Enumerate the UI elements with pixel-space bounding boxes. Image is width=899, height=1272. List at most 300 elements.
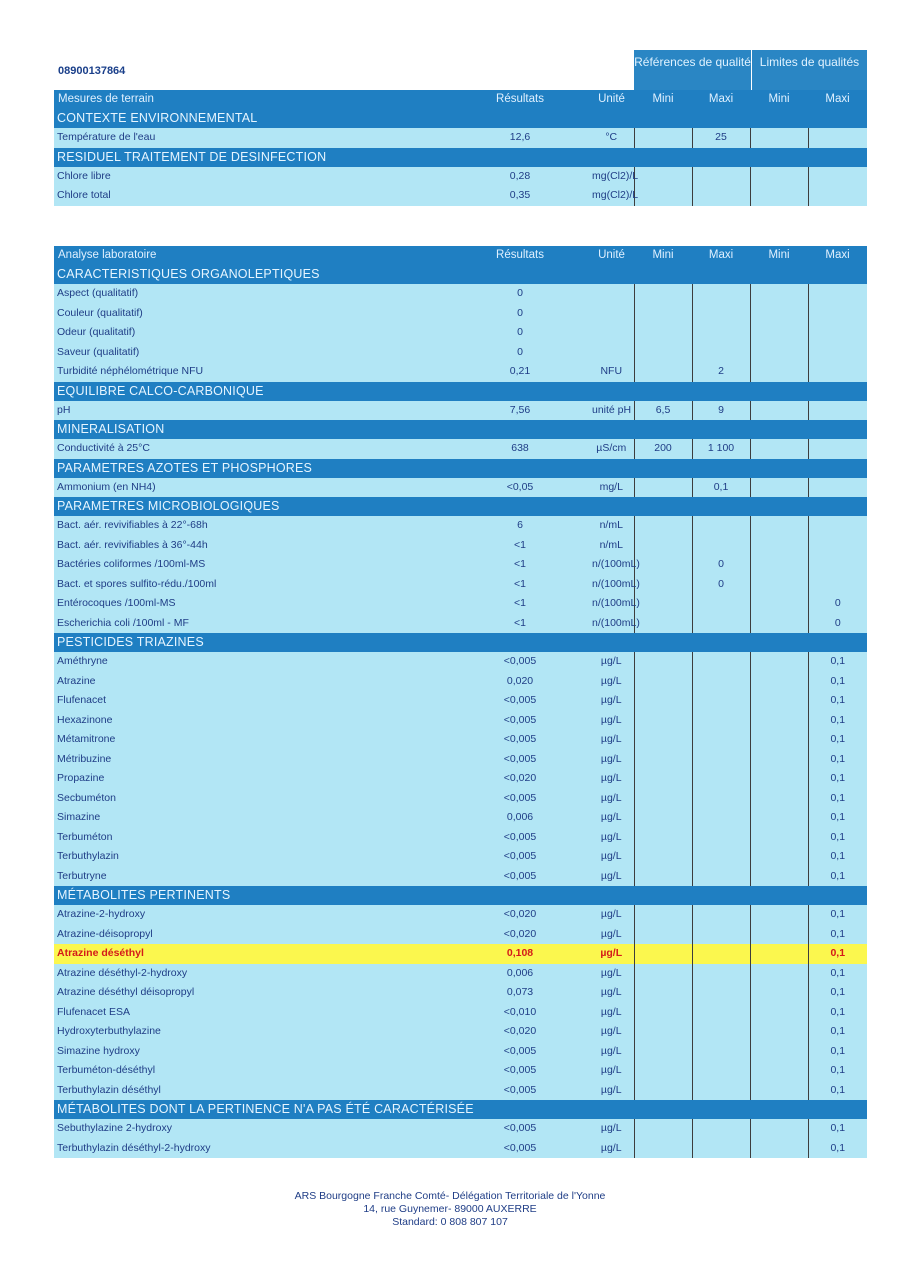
column-header-lim-mini: Mini bbox=[750, 246, 808, 265]
table-row bbox=[54, 323, 867, 343]
ref-min-value bbox=[634, 575, 692, 595]
section-header-row bbox=[54, 382, 867, 401]
result-value: <0,005 bbox=[451, 867, 589, 887]
ref-min-value bbox=[634, 186, 692, 206]
ref-max-value: 25 bbox=[692, 128, 750, 148]
table-row bbox=[54, 304, 867, 324]
parameter-name: Améthryne bbox=[54, 652, 451, 672]
ref-max-value bbox=[692, 691, 750, 711]
lim-min-value bbox=[750, 652, 808, 672]
parameter-name: Terbuméton-déséthyl bbox=[54, 1061, 451, 1081]
unit-value: µg/L bbox=[589, 711, 634, 731]
lim-min-value bbox=[750, 808, 808, 828]
ref-max-value bbox=[692, 789, 750, 809]
unit-value: µg/L bbox=[589, 867, 634, 887]
lim-min-value bbox=[750, 186, 808, 206]
ref-min-value bbox=[634, 944, 692, 964]
parameter-name: Atrazine bbox=[54, 672, 451, 692]
table-row bbox=[54, 128, 867, 148]
result-value: 0,006 bbox=[451, 964, 589, 984]
parameter-name: Température de l'eau bbox=[54, 128, 451, 148]
parameter-name: Terbuthylazin déséthyl bbox=[54, 1081, 451, 1101]
parameter-name: Hydroxyterbuthylazine bbox=[54, 1022, 451, 1042]
result-value: 0,21 bbox=[451, 362, 589, 382]
unit-value: n/(100mL) bbox=[589, 575, 634, 595]
ref-max-value bbox=[692, 828, 750, 848]
ref-min-value bbox=[634, 614, 692, 634]
unit-value: µg/L bbox=[589, 691, 634, 711]
lim-max-value: 0,1 bbox=[808, 750, 867, 770]
unit-value: n/mL bbox=[589, 536, 634, 556]
ref-min-value bbox=[634, 750, 692, 770]
unit-value: µg/L bbox=[589, 1042, 634, 1062]
table-row bbox=[54, 1042, 867, 1062]
result-value: <0,020 bbox=[451, 925, 589, 945]
lim-max-value bbox=[808, 128, 867, 148]
ref-max-value bbox=[692, 614, 750, 634]
parameter-name: Bact. aér. revivifiables à 22°-68h bbox=[54, 516, 451, 536]
lim-max-value: 0,1 bbox=[808, 944, 867, 964]
lim-max-value: 0 bbox=[808, 614, 867, 634]
lim-min-value bbox=[750, 691, 808, 711]
parameter-name: Atrazine déséthyl-2-hydroxy bbox=[54, 964, 451, 984]
lim-max-value bbox=[808, 439, 867, 459]
section-title: MINERALISATION bbox=[54, 420, 867, 439]
parameter-name: Simazine bbox=[54, 808, 451, 828]
lim-min-value bbox=[750, 1119, 808, 1139]
section-header-row bbox=[54, 886, 867, 905]
lim-max-value bbox=[808, 362, 867, 382]
parameter-name: Simazine hydroxy bbox=[54, 1042, 451, 1062]
parameter-name: Secbuméton bbox=[54, 789, 451, 809]
section-header-row bbox=[54, 265, 867, 284]
result-value: <0,020 bbox=[451, 1022, 589, 1042]
lim-min-value bbox=[750, 789, 808, 809]
result-value: 0 bbox=[451, 343, 589, 363]
ref-min-value bbox=[634, 362, 692, 382]
ref-max-value bbox=[692, 516, 750, 536]
table-row bbox=[54, 186, 867, 206]
lim-max-value: 0,1 bbox=[808, 847, 867, 867]
table-row bbox=[54, 983, 867, 1003]
parameter-name: Odeur (qualitatif) bbox=[54, 323, 451, 343]
section-header-row bbox=[54, 459, 867, 478]
result-value: <0,005 bbox=[451, 1061, 589, 1081]
unit-value: µg/L bbox=[589, 1081, 634, 1101]
result-value: <0,05 bbox=[451, 478, 589, 498]
result-value: 12,6 bbox=[451, 128, 589, 148]
unit-value: µg/L bbox=[589, 1119, 634, 1139]
result-value: <0,005 bbox=[451, 847, 589, 867]
unit-value: µg/L bbox=[589, 808, 634, 828]
lim-min-value bbox=[750, 1139, 808, 1159]
lim-min-value bbox=[750, 964, 808, 984]
unit-value: NFU bbox=[589, 362, 634, 382]
parameter-name: Bact. aér. revivifiables à 36°-44h bbox=[54, 536, 451, 556]
lim-min-value bbox=[750, 847, 808, 867]
lim-max-value: 0,1 bbox=[808, 964, 867, 984]
ref-max-value: 2 bbox=[692, 362, 750, 382]
ref-min-value bbox=[634, 1139, 692, 1159]
parameter-name: Terbuthylazin déséthyl-2-hydroxy bbox=[54, 1139, 451, 1159]
table-row bbox=[54, 867, 867, 887]
ref-max-value bbox=[692, 964, 750, 984]
lim-min-value bbox=[750, 439, 808, 459]
parameter-name: Métamitrone bbox=[54, 730, 451, 750]
section-title: RESIDUEL TRAITEMENT DE DESINFECTION bbox=[54, 148, 867, 167]
column-header-ref-maxi: Maxi bbox=[692, 90, 750, 109]
lim-min-value bbox=[750, 167, 808, 187]
lim-max-value: 0,1 bbox=[808, 1119, 867, 1139]
lim-min-value bbox=[750, 983, 808, 1003]
parameter-name: Propazine bbox=[54, 769, 451, 789]
lim-max-value: 0,1 bbox=[808, 711, 867, 731]
ref-min-value bbox=[634, 594, 692, 614]
section-header-row bbox=[54, 1100, 867, 1119]
result-value: <0,005 bbox=[451, 1119, 589, 1139]
lim-min-value bbox=[750, 362, 808, 382]
lim-max-value bbox=[808, 186, 867, 206]
ref-min-value bbox=[634, 536, 692, 556]
ref-max-value bbox=[692, 594, 750, 614]
labo-table bbox=[54, 246, 867, 1158]
lim-max-value bbox=[808, 401, 867, 421]
result-value: 0,108 bbox=[451, 944, 589, 964]
ref-min-value bbox=[634, 867, 692, 887]
lim-min-value bbox=[750, 672, 808, 692]
table-row bbox=[54, 1022, 867, 1042]
table-row bbox=[54, 555, 867, 575]
unit-value: µg/L bbox=[589, 789, 634, 809]
unit-value: n/(100mL) bbox=[589, 614, 634, 634]
unit-value: µg/L bbox=[589, 769, 634, 789]
section-title: MÉTABOLITES PERTINENTS bbox=[54, 886, 867, 905]
ref-max-value bbox=[692, 730, 750, 750]
parameter-name: Flufenacet bbox=[54, 691, 451, 711]
table-row bbox=[54, 478, 867, 498]
unit-value: µg/L bbox=[589, 905, 634, 925]
result-value: <0,020 bbox=[451, 769, 589, 789]
unit-value: µg/L bbox=[589, 944, 634, 964]
table-header-row bbox=[54, 246, 867, 265]
section-title: EQUILIBRE CALCO-CARBONIQUE bbox=[54, 382, 867, 401]
ref-max-value bbox=[692, 711, 750, 731]
table-row bbox=[54, 401, 867, 421]
lim-max-value: 0,1 bbox=[808, 867, 867, 887]
unit-value: µg/L bbox=[589, 730, 634, 750]
table-row bbox=[54, 672, 867, 692]
references-qualite-header: Références de qualité bbox=[634, 50, 751, 90]
parameter-name: Chlore total bbox=[54, 186, 451, 206]
section-title: PARAMETRES AZOTES ET PHOSPHORES bbox=[54, 459, 867, 478]
result-value: <0,005 bbox=[451, 730, 589, 750]
ref-max-value bbox=[692, 769, 750, 789]
parameter-name: Turbidité néphélométrique NFU bbox=[54, 362, 451, 382]
column-header-parameter: Analyse laboratoire bbox=[54, 246, 451, 265]
result-value: <0,005 bbox=[451, 691, 589, 711]
section-title: MÉTABOLITES DONT LA PERTINENCE N'A PAS ÉTÉ CARACTÉRISÉE bbox=[54, 1100, 867, 1119]
lim-max-value: 0,1 bbox=[808, 1139, 867, 1159]
ref-max-value bbox=[692, 983, 750, 1003]
ref-min-value bbox=[634, 672, 692, 692]
table-row bbox=[54, 1139, 867, 1159]
lim-min-value bbox=[750, 1003, 808, 1023]
column-header-unite: Unité bbox=[589, 246, 634, 265]
table-row bbox=[54, 847, 867, 867]
parameter-name: Bactéries coliformes /100ml-MS bbox=[54, 555, 451, 575]
lim-min-value bbox=[750, 828, 808, 848]
result-value: <0,005 bbox=[451, 750, 589, 770]
footer-line-2: 14, rue Guynemer- 89000 AUXERRE bbox=[363, 1203, 537, 1215]
parameter-name: Atrazine-déisopropyl bbox=[54, 925, 451, 945]
ref-min-value bbox=[634, 1119, 692, 1139]
unit-value: µg/L bbox=[589, 672, 634, 692]
column-header-resultats: Résultats bbox=[451, 246, 589, 265]
table-row bbox=[54, 362, 867, 382]
ref-max-value bbox=[692, 1139, 750, 1159]
section-title: PESTICIDES TRIAZINES bbox=[54, 633, 867, 652]
ref-min-value bbox=[634, 925, 692, 945]
table-row bbox=[54, 575, 867, 595]
unit-value: µg/L bbox=[589, 1061, 634, 1081]
ref-min-value bbox=[634, 323, 692, 343]
lim-max-value bbox=[808, 284, 867, 304]
lim-max-value: 0,1 bbox=[808, 691, 867, 711]
unit-value: mg/L bbox=[589, 478, 634, 498]
ref-min-value bbox=[634, 478, 692, 498]
result-value: <0,005 bbox=[451, 1042, 589, 1062]
lim-max-value bbox=[808, 323, 867, 343]
lim-max-value: 0,1 bbox=[808, 652, 867, 672]
lim-max-value: 0,1 bbox=[808, 828, 867, 848]
lim-max-value bbox=[808, 555, 867, 575]
unit-value: µg/L bbox=[589, 652, 634, 672]
parameter-name: pH bbox=[54, 401, 451, 421]
result-value: <0,005 bbox=[451, 828, 589, 848]
limites-qualite-header: Limites de qualités bbox=[752, 50, 867, 90]
result-value: 0 bbox=[451, 323, 589, 343]
unit-value: µg/L bbox=[589, 983, 634, 1003]
table-row bbox=[54, 652, 867, 672]
result-value: <1 bbox=[451, 575, 589, 595]
table-row bbox=[54, 439, 867, 459]
unit-value: µg/L bbox=[589, 828, 634, 848]
ref-min-value bbox=[634, 808, 692, 828]
ref-max-value: 9 bbox=[692, 401, 750, 421]
ref-min-value bbox=[634, 1022, 692, 1042]
result-value: <0,005 bbox=[451, 652, 589, 672]
result-value: 7,56 bbox=[451, 401, 589, 421]
ref-max-value bbox=[692, 1042, 750, 1062]
column-header-resultats: Résultats bbox=[451, 90, 589, 109]
parameter-name: Métribuzine bbox=[54, 750, 451, 770]
unit-value: µS/cm bbox=[589, 439, 634, 459]
parameter-name: Conductivité à 25°C bbox=[54, 439, 451, 459]
unit-value bbox=[589, 304, 634, 324]
lim-min-value bbox=[750, 343, 808, 363]
lim-max-value: 0,1 bbox=[808, 789, 867, 809]
table-row bbox=[54, 730, 867, 750]
lim-min-value bbox=[750, 536, 808, 556]
result-value: 0,020 bbox=[451, 672, 589, 692]
lim-min-value bbox=[750, 1022, 808, 1042]
result-value: <0,005 bbox=[451, 789, 589, 809]
lim-max-value: 0,1 bbox=[808, 1081, 867, 1101]
ref-min-value bbox=[634, 905, 692, 925]
ref-max-value bbox=[692, 167, 750, 187]
parameter-name: Terbuméton bbox=[54, 828, 451, 848]
unit-value: n/mL bbox=[589, 516, 634, 536]
unit-value: mg(Cl2)/L bbox=[589, 186, 634, 206]
footer-line-3: Standard: 0 808 807 107 bbox=[392, 1216, 508, 1228]
lim-min-value bbox=[750, 750, 808, 770]
ref-max-value bbox=[692, 847, 750, 867]
ref-max-value bbox=[692, 1022, 750, 1042]
lim-min-value bbox=[750, 925, 808, 945]
lim-max-value: 0,1 bbox=[808, 730, 867, 750]
lim-min-value bbox=[750, 867, 808, 887]
result-value: 0,006 bbox=[451, 808, 589, 828]
lim-max-value: 0,1 bbox=[808, 905, 867, 925]
lim-min-value bbox=[750, 516, 808, 536]
table-row bbox=[54, 614, 867, 634]
parameter-name: Aspect (qualitatif) bbox=[54, 284, 451, 304]
table-row bbox=[54, 536, 867, 556]
lim-max-value: 0,1 bbox=[808, 1022, 867, 1042]
unit-value: n/(100mL) bbox=[589, 555, 634, 575]
terrain-table bbox=[54, 90, 867, 206]
lim-max-value bbox=[808, 304, 867, 324]
ref-min-value bbox=[634, 555, 692, 575]
lim-min-value bbox=[750, 323, 808, 343]
parameter-name: Ammonium (en NH4) bbox=[54, 478, 451, 498]
section-header-row bbox=[54, 633, 867, 652]
lim-min-value bbox=[750, 284, 808, 304]
ref-max-value: 0 bbox=[692, 575, 750, 595]
result-value: 638 bbox=[451, 439, 589, 459]
lim-max-value: 0,1 bbox=[808, 1061, 867, 1081]
ref-max-value bbox=[692, 186, 750, 206]
lim-min-value bbox=[750, 1061, 808, 1081]
lim-min-value bbox=[750, 769, 808, 789]
lim-min-value bbox=[750, 401, 808, 421]
ref-min-value bbox=[634, 769, 692, 789]
ref-max-value bbox=[692, 1061, 750, 1081]
ref-min-value: 6,5 bbox=[634, 401, 692, 421]
unit-value: µg/L bbox=[589, 750, 634, 770]
ref-max-value bbox=[692, 536, 750, 556]
table-header-row bbox=[54, 90, 867, 109]
table-row bbox=[54, 1119, 867, 1139]
document-id: 08900137864 bbox=[58, 65, 126, 77]
parameter-name: Chlore libre bbox=[54, 167, 451, 187]
ref-min-value bbox=[634, 1042, 692, 1062]
ref-max-value bbox=[692, 343, 750, 363]
ref-min-value bbox=[634, 343, 692, 363]
table-row bbox=[54, 769, 867, 789]
unit-value: °C bbox=[589, 128, 634, 148]
column-header-ref-mini: Mini bbox=[634, 90, 692, 109]
unit-value: µg/L bbox=[589, 1022, 634, 1042]
lim-min-value bbox=[750, 304, 808, 324]
table-row bbox=[54, 1081, 867, 1101]
lim-max-value bbox=[808, 478, 867, 498]
result-value: 6 bbox=[451, 516, 589, 536]
ref-min-value: 200 bbox=[634, 439, 692, 459]
result-value: <1 bbox=[451, 614, 589, 634]
table-row bbox=[54, 750, 867, 770]
ref-max-value: 1 100 bbox=[692, 439, 750, 459]
table-row bbox=[54, 905, 867, 925]
lim-min-value bbox=[750, 905, 808, 925]
unit-value: µg/L bbox=[589, 964, 634, 984]
unit-value: µg/L bbox=[589, 1139, 634, 1159]
lim-min-value bbox=[750, 730, 808, 750]
lim-min-value bbox=[750, 1042, 808, 1062]
ref-min-value bbox=[634, 691, 692, 711]
column-header-lim-maxi: Maxi bbox=[808, 246, 867, 265]
ref-max-value: 0,1 bbox=[692, 478, 750, 498]
ref-max-value bbox=[692, 1119, 750, 1139]
parameter-name: Atrazine déséthyl bbox=[54, 944, 451, 964]
section-title: CARACTERISTIQUES ORGANOLEPTIQUES bbox=[54, 265, 867, 284]
ref-max-value bbox=[692, 808, 750, 828]
ref-max-value bbox=[692, 750, 750, 770]
ref-max-value bbox=[692, 652, 750, 672]
table-row bbox=[54, 167, 867, 187]
ref-min-value bbox=[634, 1003, 692, 1023]
lim-max-value: 0,1 bbox=[808, 983, 867, 1003]
ref-min-value bbox=[634, 652, 692, 672]
column-header-lim-mini: Mini bbox=[750, 90, 808, 109]
column-header-lim-maxi: Maxi bbox=[808, 90, 867, 109]
lim-max-value: 0,1 bbox=[808, 769, 867, 789]
ref-min-value bbox=[634, 1081, 692, 1101]
lim-max-value bbox=[808, 575, 867, 595]
parameter-name: Sebuthylazine 2-hydroxy bbox=[54, 1119, 451, 1139]
lim-max-value bbox=[808, 343, 867, 363]
result-value: <0,005 bbox=[451, 1081, 589, 1101]
table-row bbox=[54, 343, 867, 363]
ref-min-value bbox=[634, 304, 692, 324]
result-value: 0 bbox=[451, 304, 589, 324]
ref-max-value bbox=[692, 1003, 750, 1023]
lim-max-value: 0,1 bbox=[808, 925, 867, 945]
lim-min-value bbox=[750, 1081, 808, 1101]
parameter-name: Couleur (qualitatif) bbox=[54, 304, 451, 324]
table-row bbox=[54, 789, 867, 809]
parameter-name: Saveur (qualitatif) bbox=[54, 343, 451, 363]
table-row bbox=[54, 516, 867, 536]
parameter-name: Terbutryne bbox=[54, 867, 451, 887]
section-header-row bbox=[54, 109, 867, 128]
lim-max-value: 0,1 bbox=[808, 808, 867, 828]
ref-max-value bbox=[692, 905, 750, 925]
section-header-row bbox=[54, 420, 867, 439]
table-row bbox=[54, 594, 867, 614]
ref-max-value bbox=[692, 867, 750, 887]
column-header-parameter: Mesures de terrain bbox=[54, 90, 451, 109]
lim-max-value: 0,1 bbox=[808, 1003, 867, 1023]
ref-max-value: 0 bbox=[692, 555, 750, 575]
lim-max-value: 0,1 bbox=[808, 1042, 867, 1062]
footer bbox=[240, 1190, 660, 1229]
section-header-row bbox=[54, 148, 867, 167]
parameter-name: Terbuthylazin bbox=[54, 847, 451, 867]
ref-min-value bbox=[634, 730, 692, 750]
parameter-name: Escherichia coli /100ml - MF bbox=[54, 614, 451, 634]
ref-max-value bbox=[692, 323, 750, 343]
